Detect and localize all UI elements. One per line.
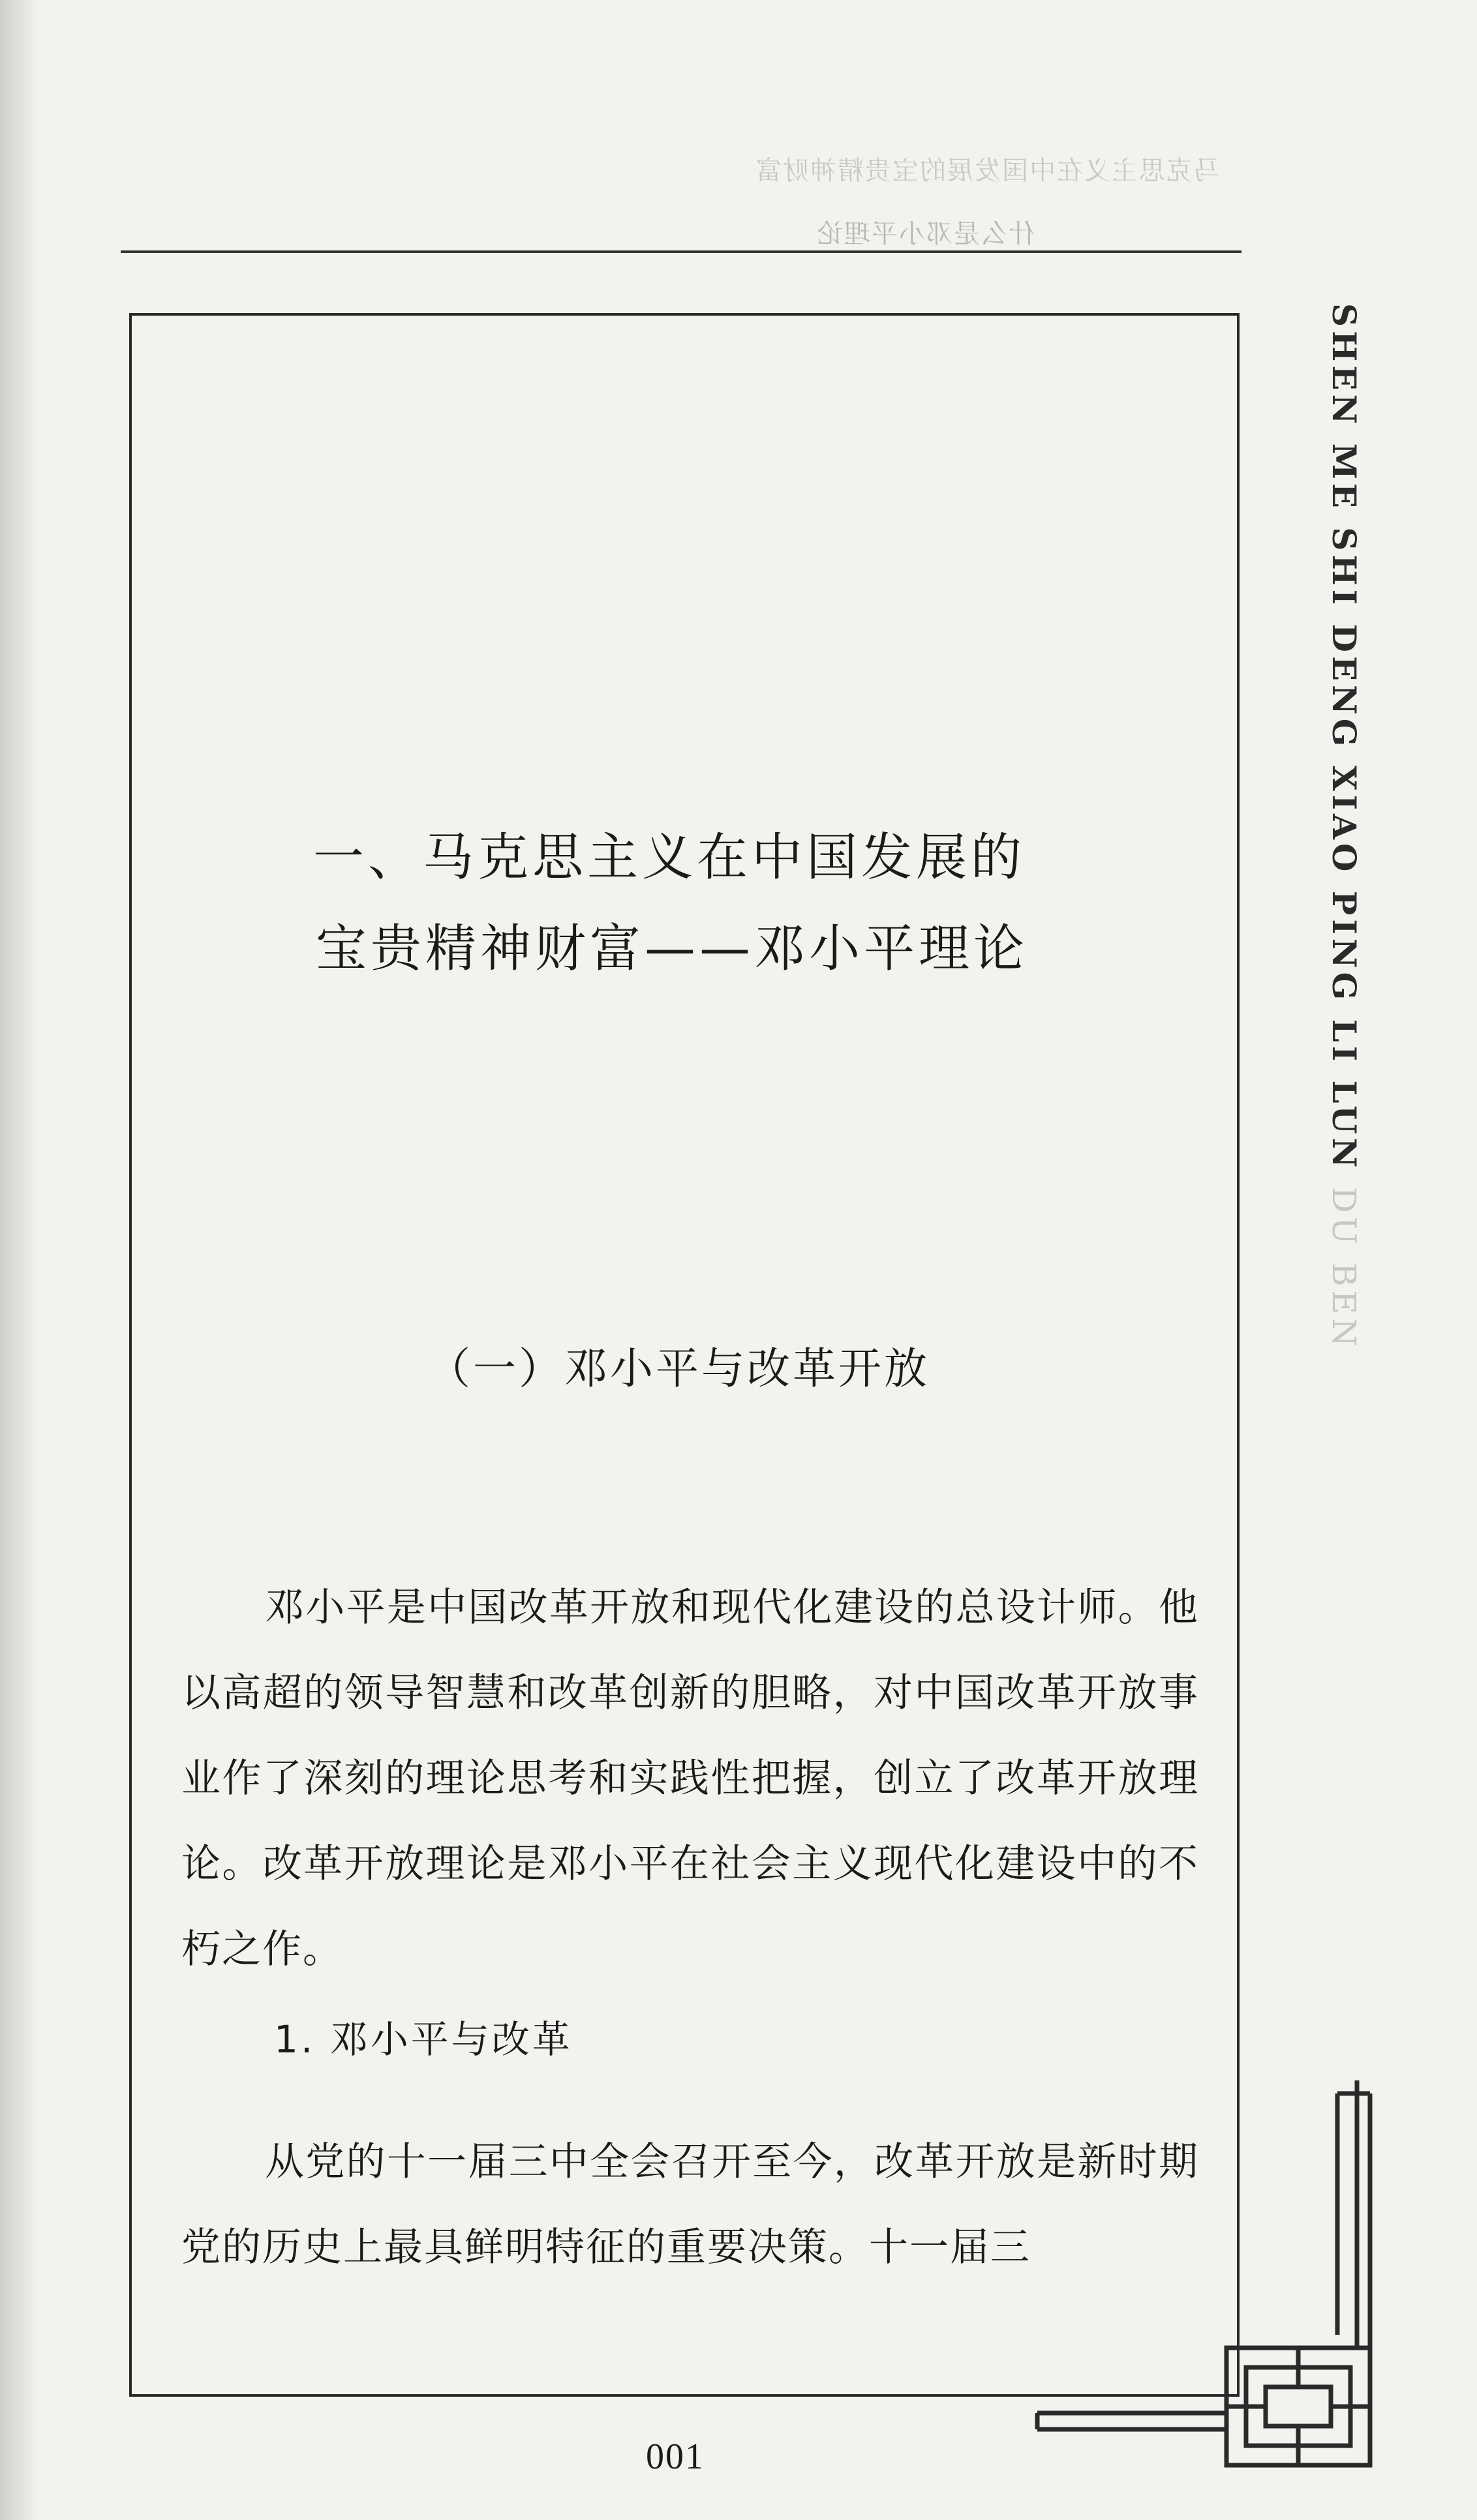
side-title-tail: DU BEN <box>1325 1186 1363 1351</box>
page-edge-shadow <box>0 0 39 2520</box>
corner-ornament-icon <box>1031 2074 1396 2491</box>
running-head-line1: 马克思主义在中国发展的宝贵精神财富 <box>754 156 1220 186</box>
running-head-line2: 什么是邓小平理论 <box>815 219 1035 249</box>
section-title: （一）邓小平与改革开放 <box>427 1343 930 1394</box>
chapter-title <box>313 812 1161 995</box>
chapter-title-line1: 一、马克思主义在中国发展的 <box>313 828 1026 887</box>
page-number: 001 <box>646 2437 705 2477</box>
vertical-side-title <box>1305 303 1363 1351</box>
subsection-title: 1. 邓小平与改革 <box>274 2017 573 2062</box>
header-rule <box>121 250 1241 253</box>
running-head <box>754 150 1220 250</box>
chapter-title-line2: 宝贵精神财富——邓小平理论 <box>316 920 1029 978</box>
body-paragraph-2: 从党的十一届三中全会召开至今，改革开放是新时期党的历史上最具鲜明特征的重要决策。十一届三 <box>181 2139 1199 2270</box>
side-title-main: SHEN ME SHI DENG XIAO PING LI LUN <box>1325 303 1363 1172</box>
body-paragraph: 邓小平是中国改革开放和现代化建设的总设计师。他以高超的领导智慧和改革创新的胆略，对中国改革开放事业作了深刻的理论思考和实践性把握，创立了改革开放理论。改革开放理论是邓小平在社会主义现代化建设中的不朽之作。 <box>181 1585 1199 1972</box>
